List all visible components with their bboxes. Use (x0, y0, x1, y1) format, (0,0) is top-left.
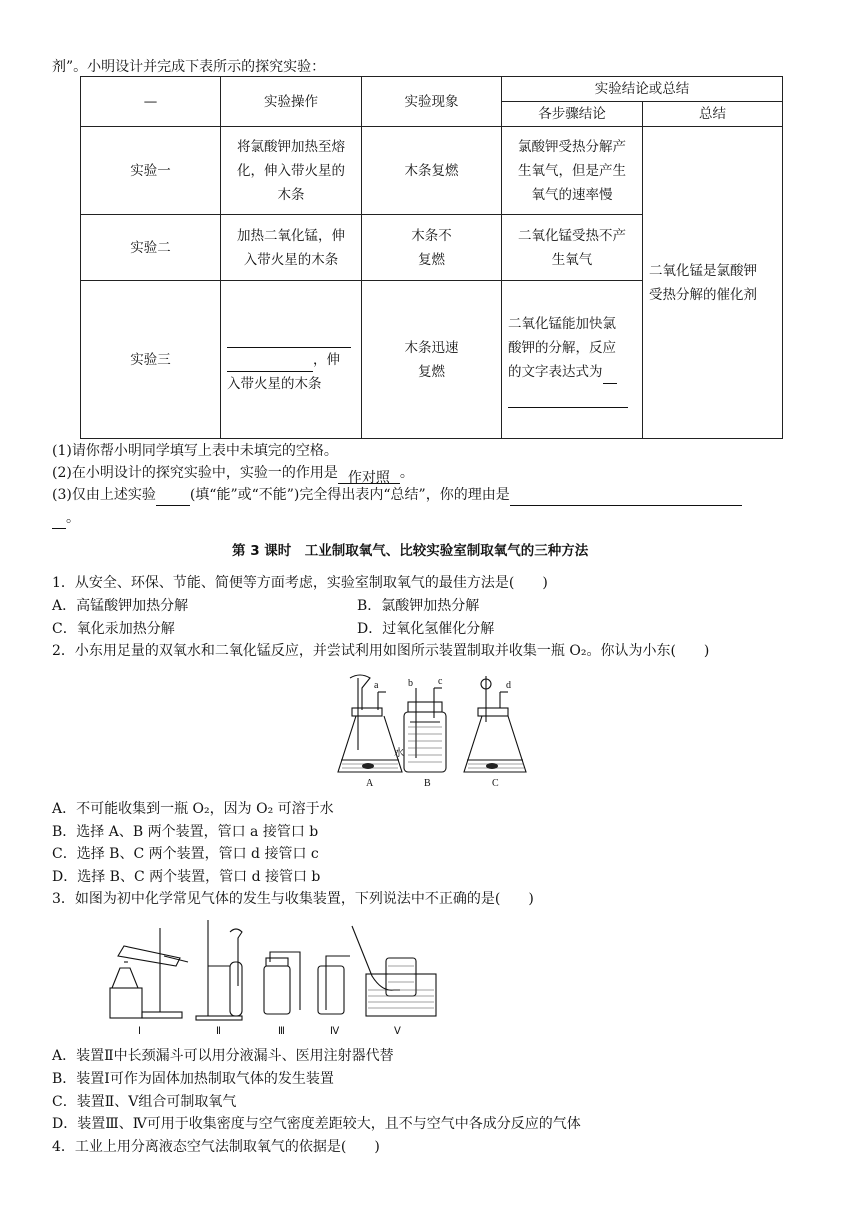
row-operation: 加热二氧化锰，伸 入带火星的木条 (221, 215, 362, 281)
blank-fill[interactable] (508, 391, 628, 408)
label-C: C (492, 778, 499, 789)
header-phenomenon: 实验现象 (362, 77, 502, 127)
problem-4-stem: 4．工业上用分离液态空气法制取氧气的依据是( ) (52, 1139, 380, 1155)
row-name: 实验二 (81, 215, 221, 281)
question-1: (1)请你帮小明同学填写上表中未填完的空格。 (52, 443, 338, 459)
row-conclusion: 二氧化锰能加快氯 酸钾的分解，反应 的文字表达式为 (502, 281, 643, 439)
question-3: (3)仅由上述实验 (填“能”或“不能”)完全得出表内“总结”，你的理由是 (52, 484, 742, 506)
problem-2-option-b: B．选择 A、B 两个装置，管口 a 接管口 b (52, 824, 319, 840)
label-V: Ⅴ (394, 1026, 401, 1037)
problem-2-option-a: A．不可能收集到一瓶 O₂，因为 O₂ 可溶于水 (52, 801, 334, 817)
answer-blank[interactable] (510, 489, 742, 506)
label-I: Ⅰ (138, 1026, 141, 1037)
row-operation: ，伸 入带火星的木条 (221, 281, 362, 439)
intro-line: 剂”。小明设计并完成下表所示的探究实验： (52, 59, 326, 75)
answer-blank[interactable] (156, 489, 190, 506)
label-IV: Ⅳ (330, 1026, 340, 1037)
problem-3-stem: 3．如图为初中化学常见气体的发生与收集装置，下列说法中不正确的是( ) (52, 891, 534, 907)
header-operation: 实验操作 (221, 77, 362, 127)
problem-1-option-a: A．高锰酸钾加热分解 (52, 598, 189, 614)
row-name: 实验三 (81, 281, 221, 439)
problem-1-stem: 1．从安全、环保、节能、简便等方面考虑，实验室制取氧气的最佳方法是( ) (52, 575, 548, 591)
header-dash: — (81, 77, 221, 127)
label-c: c (438, 676, 443, 687)
label-III: Ⅲ (278, 1026, 285, 1037)
label-b: b (408, 678, 413, 689)
label-B: B (424, 778, 431, 789)
apparatus-figure-i-v (104, 916, 444, 1038)
problem-3-option-a: A．装置Ⅱ中长颈漏斗可以用分液漏斗、医用注射器代替 (52, 1048, 394, 1064)
problem-2-stem: 2．小东用足量的双氧水和二氧化锰反应，并尝试利用如图所示装置制取并收集一瓶 O₂。你认为小东( ) (52, 643, 710, 659)
problem-3-option-c: C．装置Ⅱ、Ⅴ组合可制取氧气 (52, 1094, 237, 1110)
label-water: 水 (394, 748, 404, 759)
problem-1-option-c: C．氧化汞加热分解 (52, 621, 175, 637)
answer-blank[interactable] (52, 512, 66, 529)
section-title: 第 3 课时 工业制取氧气、比较实验室制取氧气的三种方法 (232, 543, 589, 559)
row-phenomenon: 木条不 复燃 (362, 215, 502, 281)
row-phenomenon: 木条复燃 (362, 127, 502, 215)
experiment-table (80, 76, 783, 439)
label-II: Ⅱ (216, 1026, 221, 1037)
answer-blank[interactable]: 作对照 (338, 467, 400, 484)
table-row (81, 127, 783, 215)
label-a: a (374, 680, 379, 691)
problem-1-option-b: B．氯酸钾加热分解 (357, 598, 480, 614)
question-2: (2)在小明设计的探究实验中，实验一的作用是 作对照 。 (52, 465, 414, 486)
problem-3-option-b: B．装置Ⅰ可作为固体加热制取气体的发生装置 (52, 1071, 334, 1087)
label-A: A (366, 778, 374, 789)
summary-cell: 二氧化锰是氯酸钾 受热分解的催化剂 (643, 127, 783, 439)
header-summary: 总结 (643, 102, 783, 127)
row-operation: 将氯酸钾加热至熔 化，伸入带火星的 木条 (221, 127, 362, 215)
label-d: d (506, 680, 511, 691)
problem-2-option-d: D．选择 B、C 两个装置，管口 d 接管口 b (52, 869, 321, 885)
row-conclusion: 二氧化锰受热不产 生氧气 (502, 215, 643, 281)
header-step-conclusion: 各步骤结论 (502, 102, 643, 127)
row-phenomenon: 木条迅速 复燃 (362, 281, 502, 439)
blank-fill[interactable] (227, 355, 313, 372)
blank-fill[interactable] (603, 367, 617, 384)
apparatus-figure-abc (330, 672, 530, 796)
header-conclusion: 实验结论或总结 (502, 77, 783, 102)
problem-1-option-d: D．过氧化氢催化分解 (357, 621, 495, 637)
row-name: 实验一 (81, 127, 221, 215)
row-conclusion: 氯酸钾受热分解产 生氧气，但是产生 氧气的速率慢 (502, 127, 643, 215)
blank-fill[interactable] (227, 331, 351, 348)
question-3-cont: 。 (52, 507, 80, 529)
problem-3-option-d: D．装置Ⅲ、Ⅳ可用于收集密度与空气密度差距较大，且不与空气中各成分反应的气体 (52, 1116, 581, 1132)
problem-2-option-c: C．选择 B、C 两个装置，管口 d 接管口 c (52, 846, 319, 862)
